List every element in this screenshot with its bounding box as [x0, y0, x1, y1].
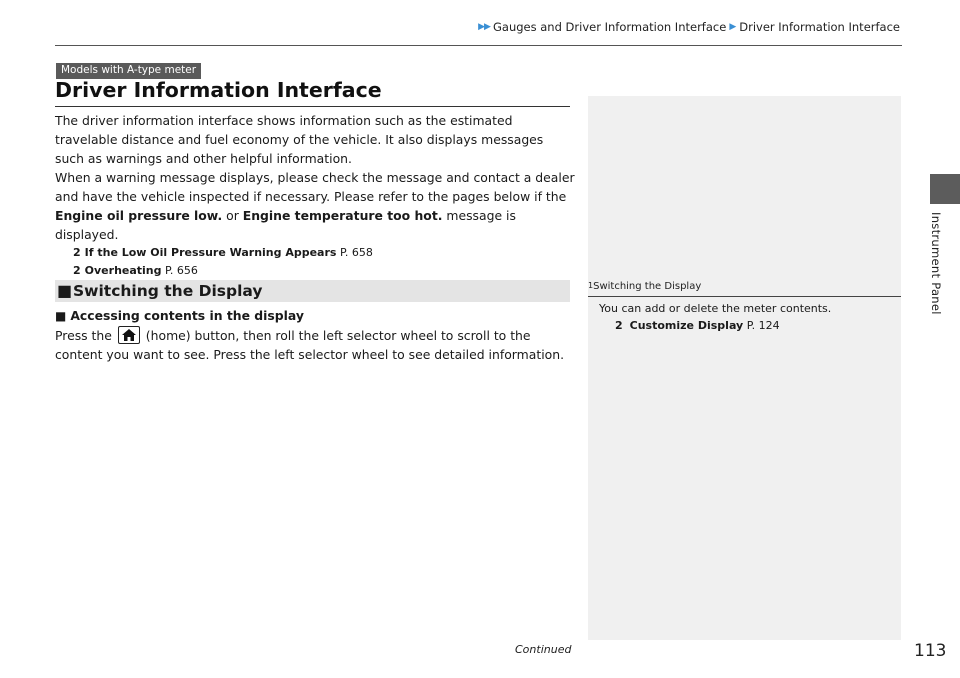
subsection-heading: ■ Accessing contents in the display	[55, 308, 304, 323]
header-divider	[55, 45, 902, 46]
page-number: 113	[914, 641, 947, 661]
breadcrumb-item[interactable]: Driver Information Interface	[739, 20, 900, 34]
note-heading: 1Switching the Display	[588, 281, 702, 292]
reference-arrow-icon: 2	[73, 264, 81, 277]
section-heading	[55, 280, 570, 302]
cross-reference-link[interactable]: 2 Customize Display P. 124	[615, 319, 780, 332]
instructions-paragraph: Press the (home) button, then roll the left selector wheel to scroll to the content you want to see. Press the left selector wheel to see detailed information.	[55, 328, 565, 362]
breadcrumb-item[interactable]: Gauges and Driver Information Interface	[492, 20, 727, 34]
cross-reference-link[interactable]: 2 If the Low Oil Pressure Warning Appears P. 658	[55, 244, 575, 262]
home-icon	[118, 326, 140, 344]
notes-panel	[588, 96, 901, 640]
section-square-icon: ■	[57, 281, 73, 300]
subsection-square-icon: ■	[55, 309, 67, 323]
intro-paragraph: The driver information interface shows information such as the estimated travelable distance and fuel economy of the vehicle. It also displays messages such as warnings and other helpful information.	[55, 113, 544, 166]
section-title: Switching the Display	[73, 282, 263, 300]
title-divider	[55, 106, 570, 107]
note-divider	[588, 296, 901, 297]
cross-reference-link[interactable]: 2 Overheating P. 656	[55, 262, 575, 280]
note-number: 1	[588, 281, 594, 290]
chapter-tab[interactable]	[930, 174, 960, 204]
reference-arrow-icon: 2	[73, 246, 81, 259]
model-badge: Models with A-type meter	[56, 63, 201, 79]
intro-text	[55, 111, 575, 280]
breadcrumb-arrow-icon: ▶▶	[478, 22, 490, 32]
chapter-label: Instrument Panel	[929, 212, 943, 315]
breadcrumb	[478, 20, 900, 34]
page-title: Driver Information Interface	[55, 78, 382, 102]
warning-paragraph: When a warning message displays, please check the message and contact a dealer and have the vehicle inspected if necessary. Please refer to the pages below if the Engine oil pressure low. or Engine temperature too hot. message is displayed.	[55, 170, 575, 242]
warning-term: Engine oil pressure low.	[55, 208, 223, 223]
reference-arrow-icon: 2	[615, 319, 623, 332]
continued-label: Continued	[515, 643, 572, 656]
breadcrumb-arrow-icon: ▶	[729, 22, 737, 32]
warning-term: Engine temperature too hot.	[242, 208, 443, 223]
note-text: You can add or delete the meter contents.	[599, 302, 832, 315]
